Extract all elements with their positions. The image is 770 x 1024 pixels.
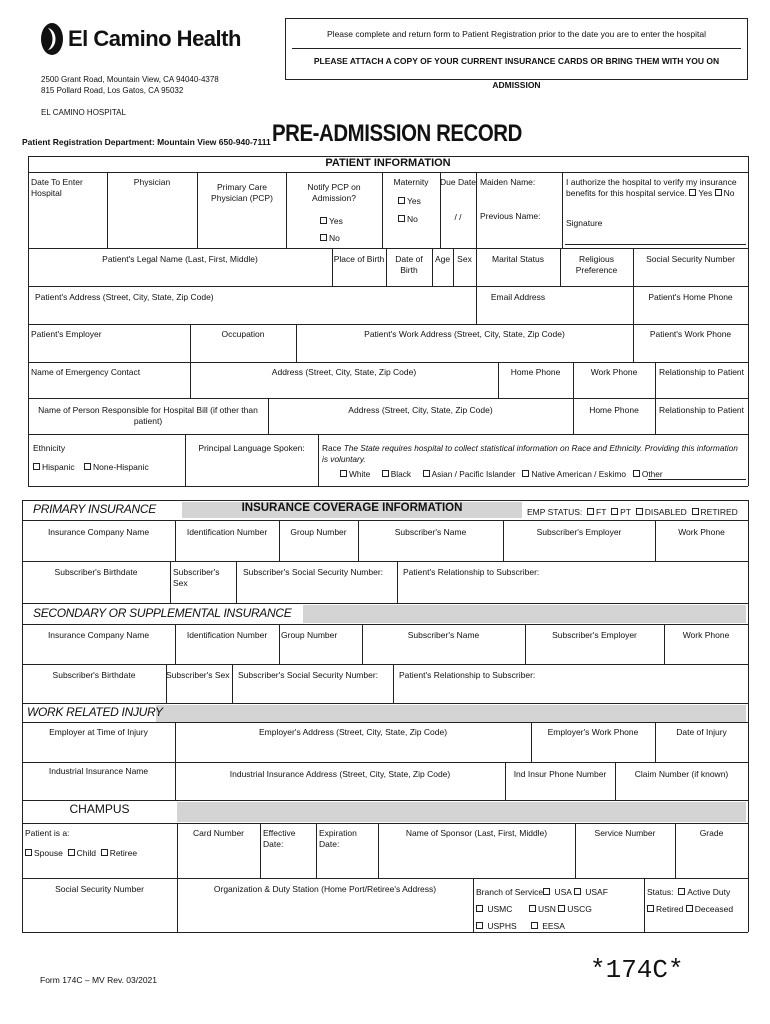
secondary-employer-label: Subscriber's Employer	[552, 630, 637, 640]
checkbox-icon	[636, 508, 643, 515]
organization-label: Organization & Duty Station (Home Port/Retiree's Address)	[213, 884, 437, 894]
checkbox-icon[interactable]	[398, 197, 405, 204]
notice-return-form: Please complete and return form to Patient Registration prior to the date you are to enter the hospital	[327, 29, 706, 39]
checkbox-icon	[587, 508, 594, 515]
patient-spouse[interactable]: Spouse	[25, 848, 63, 858]
sponsor-name-label: Name of Sponsor (Last, First, Middle)	[405, 828, 548, 838]
primary-id-label: Identification Number	[186, 527, 268, 537]
secondary-work-phone-label: Work Phone	[682, 630, 730, 640]
primary-sex-label: Subscriber's Sex	[173, 567, 220, 588]
checkbox-icon	[611, 508, 618, 515]
emergency-relationship-label: Relationship to Patient	[658, 367, 745, 377]
emergency-contact-label: Name of Emergency Contact	[31, 367, 141, 377]
secondary-company-label: Insurance Company Name	[47, 630, 150, 640]
secondary-id-label: Identification Number	[186, 630, 268, 640]
occupation-label: Occupation	[221, 329, 265, 339]
el-camino-logo-icon	[40, 22, 64, 56]
checkbox-icon[interactable]	[476, 922, 483, 929]
emp-disabled[interactable]: DISABLED	[636, 507, 687, 517]
work-injury-heading: WORK RELATED INJURY	[27, 705, 163, 719]
signature-label: Signature	[566, 218, 603, 228]
language-label: Principal Language Spoken:	[198, 443, 305, 453]
checkbox-icon	[692, 508, 699, 515]
logo	[40, 22, 241, 56]
primary-birthdate-label: Subscriber's Birthdate	[54, 567, 138, 577]
checkbox-icon	[522, 470, 529, 477]
secondary-birthdate-label: Subscriber's Birthdate	[52, 670, 136, 680]
ethnicity-non-hispanic[interactable]: None-Hispanic	[84, 462, 149, 473]
secondary-insurance-heading: SECONDARY OR SUPPLEMENTAL INSURANCE	[33, 606, 292, 620]
checkbox-icon[interactable]	[686, 905, 693, 912]
coverage-heading: INSURANCE COVERAGE INFORMATION	[241, 502, 463, 514]
address-line-1: 2500 Grant Road, Mountain View, CA 94040-4378	[41, 75, 219, 84]
emergency-home-phone-label: Home Phone	[510, 367, 561, 377]
logo-text: El Camino Health	[68, 26, 241, 51]
branch-of-service: Branch of Service USA USAF USMC USN USCG USPHS EESA	[476, 887, 608, 931]
secondary-group-label: Group Number	[281, 630, 338, 640]
race-note: Race The State requires hospital to collect statistical information on Race and Ethnicity. Providing this information is voluntary.	[322, 443, 738, 464]
patient-info-heading: PATIENT INFORMATION	[325, 157, 451, 169]
champus-heading: CHAMPUS	[69, 802, 130, 816]
responsible-person-label: Name of Person Responsible for Hospital Bill (if other than patient)	[38, 405, 258, 426]
date-of-injury-label: Date of Injury	[676, 727, 727, 737]
patient-child[interactable]: Child	[68, 848, 96, 858]
patient-is-label: Patient is a:	[25, 828, 70, 838]
checkbox-icon	[101, 849, 108, 856]
employer-work-phone-label: Employer's Work Phone	[547, 727, 639, 737]
physician-label: Physician	[133, 177, 171, 187]
form-id: Form 174C – MV Rev. 03/2021	[40, 975, 158, 985]
service-number-label: Service Number	[594, 828, 656, 838]
maternity-yes[interactable]: Yes	[398, 196, 421, 207]
emp-pt[interactable]: PT	[611, 507, 631, 517]
card-number-label: Card Number	[192, 828, 245, 838]
checkbox-icon	[68, 849, 75, 856]
checkbox-icon[interactable]	[84, 463, 91, 470]
industrial-insurance-name-label: Industrial Insurance Name	[48, 766, 149, 776]
checkbox-icon[interactable]	[531, 922, 538, 929]
ind-insur-phone-label: Ind Insur Phone Number	[513, 769, 607, 779]
pcp-label: Primary Care Physician (PCP)	[211, 182, 273, 203]
checkbox-icon[interactable]	[558, 905, 565, 912]
maiden-name-label: Maiden Name:	[480, 177, 536, 187]
ssn-label: Social Security Number	[646, 254, 735, 264]
date-to-enter-label: Date To Enter Hospital	[31, 177, 83, 198]
checkbox-icon[interactable]	[574, 888, 581, 895]
checkbox-icon[interactable]	[543, 888, 550, 895]
secondary-sex-label: Subscriber's Sex	[166, 670, 230, 680]
checkbox-icon	[340, 470, 347, 477]
page-title: PRE-ADMISSION RECORD	[272, 120, 522, 147]
patient-work-phone-label: Patient's Work Phone	[649, 329, 732, 339]
checkbox-icon	[633, 470, 640, 477]
primary-relationship-label: Patient's Relationship to Subscriber:	[403, 567, 540, 577]
emergency-work-phone-label: Work Phone	[590, 367, 638, 377]
checkbox-icon	[423, 470, 430, 477]
employer-at-injury-label: Employer at Time of Injury	[49, 727, 148, 737]
legal-name-label: Patient's Legal Name (Last, First, Middle)	[102, 254, 258, 264]
maternity-label: Maternity	[393, 177, 429, 187]
patient-retiree[interactable]: Retiree	[101, 848, 137, 858]
checkbox-icon[interactable]	[689, 189, 696, 196]
race-native[interactable]: Native American / Eskimo	[522, 469, 626, 479]
secondary-ssn-label: Subscriber's Social Security Number:	[238, 670, 379, 680]
checkbox-icon[interactable]	[320, 234, 327, 241]
due-date-label: Due Date	[440, 177, 476, 187]
hospital-name: EL CAMINO HOSPITAL	[41, 108, 126, 117]
patient-home-phone-label: Patient's Home Phone	[648, 292, 733, 302]
primary-work-phone-label: Work Phone	[678, 527, 725, 537]
claim-number-label: Claim Number (if known)	[634, 769, 729, 779]
checkbox-icon[interactable]	[476, 905, 483, 912]
registration-department: Patient Registration Department: Mountain View 650-940-7111	[22, 137, 271, 147]
ethnicity-label: Ethnicity	[33, 443, 66, 453]
expiration-date-label: Expiration Date:	[319, 828, 357, 849]
sex-label: Sex	[457, 254, 472, 264]
primary-company-label: Insurance Company Name	[47, 527, 150, 537]
race-white[interactable]: White	[340, 469, 370, 479]
ethnicity-hispanic[interactable]: Hispanic	[33, 462, 75, 473]
patient-employer-label: Patient's Employer	[31, 329, 102, 339]
effective-date-label: Effective Date:	[263, 828, 296, 849]
checkbox-icon	[382, 470, 389, 477]
secondary-relationship-label: Patient's Relationship to Subscriber:	[399, 670, 536, 680]
notify-pcp-label: Notify PCP on Admission?	[307, 182, 361, 203]
employer-address-label: Employer's Address (Street, City, State, Zip Code)	[258, 727, 448, 737]
notice-box	[285, 18, 748, 90]
status-options: Status: Active Duty Retired Deceased	[647, 887, 734, 914]
dob-label: Date of Birth	[395, 254, 423, 275]
race-options	[340, 469, 663, 480]
barcode-text: *174C*	[590, 955, 684, 985]
emp-ft[interactable]: FT	[587, 507, 606, 517]
race-black[interactable]: Black	[382, 469, 411, 479]
checkbox-icon[interactable]	[33, 463, 40, 470]
hospital-address	[41, 74, 219, 96]
champus-ssn-label: Social Security Number	[55, 884, 144, 894]
primary-insurance-heading: PRIMARY INSURANCE	[33, 502, 156, 516]
patient-is-options	[25, 848, 137, 859]
primary-ssn-label: Subscriber's Social Security Number:	[243, 567, 384, 577]
address-line-2: 815 Pollard Road, Los Gatos, CA 95032	[41, 86, 184, 95]
previous-name-label: Previous Name:	[480, 211, 541, 221]
marital-status-label: Marital Status	[492, 254, 544, 264]
notice-insurance-cards: PLEASE ATTACH A COPY OF YOUR CURRENT INSURANCE CARDS OR BRING THEM WITH YOU ON ADMISSION	[292, 48, 741, 72]
industrial-insurance-address-label: Industrial Insurance Address (Street, City, State, Zip Code)	[229, 769, 451, 779]
primary-group-label: Group Number	[290, 527, 347, 537]
maternity-no[interactable]: No	[398, 214, 418, 225]
checkbox-icon[interactable]	[678, 888, 685, 895]
emp-retired[interactable]: RETIRED	[692, 507, 738, 517]
age-label: Age	[434, 254, 451, 264]
place-of-birth-label: Place of Birth	[333, 254, 385, 264]
email-label: Email Address	[490, 292, 546, 302]
responsible-relationship-label: Relationship to Patient	[658, 405, 745, 415]
notify-pcp-no[interactable]: No	[320, 233, 340, 244]
checkbox-icon[interactable]	[320, 217, 327, 224]
responsible-address-label: Address (Street, City, State, Zip Code)	[348, 405, 493, 415]
checkbox-icon[interactable]	[398, 215, 405, 222]
notify-pcp-yes[interactable]: Yes	[320, 216, 343, 227]
primary-subscriber-label: Subscriber's Name	[394, 527, 467, 537]
checkbox-icon[interactable]	[529, 905, 536, 912]
religious-pref-label: Religious Preference	[575, 254, 618, 275]
secondary-subscriber-label: Subscriber's Name	[407, 630, 480, 640]
work-address-label: Patient's Work Address (Street, City, State, Zip Code)	[364, 329, 565, 339]
emergency-address-label: Address (Street, City, State, Zip Code)	[271, 367, 417, 377]
race-asian[interactable]: Asian / Pacific Islander	[423, 469, 516, 479]
primary-employer-label: Subscriber's Employer	[536, 527, 622, 537]
grade-label: Grade	[699, 828, 724, 838]
due-date-field[interactable]: / /	[454, 212, 462, 222]
checkbox-icon	[25, 849, 32, 856]
checkbox-icon[interactable]	[715, 189, 722, 196]
responsible-home-phone-label: Home Phone	[589, 405, 639, 415]
race-other[interactable]: Other	[633, 469, 663, 479]
emp-status: EMP STATUS: FT PT DISABLED RETIRED	[527, 507, 738, 517]
patient-address-label: Patient's Address (Street, City, State, Zip Code)	[35, 292, 214, 302]
authorize-verify: I authorize the hospital to verify my insurance benefits for this hospital service. Yes No	[566, 177, 737, 198]
checkbox-icon[interactable]	[647, 905, 654, 912]
